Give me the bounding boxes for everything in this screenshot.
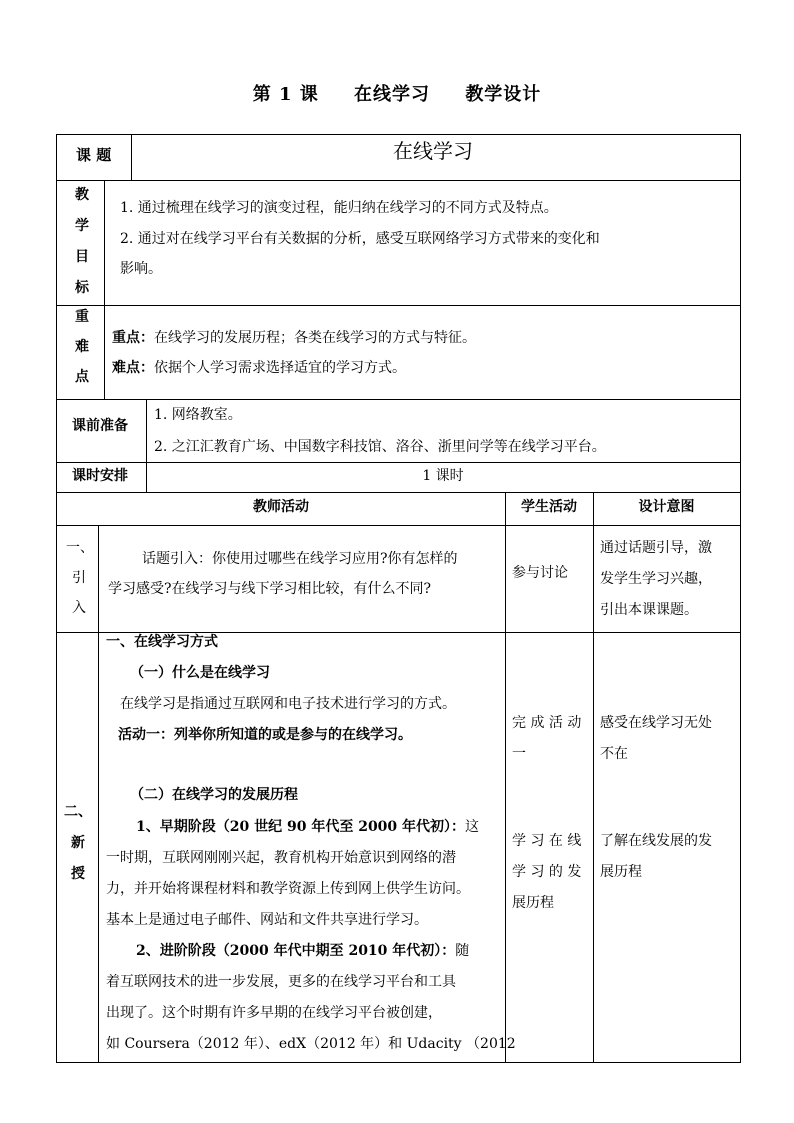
section2-activity-1: 活动一：列举你所知道的或是参与的在线学习。 [118,727,412,743]
section2-definition: 在线学习是指通过互联网和电子技术进行学习的方式。 [120,696,456,712]
section2-student-1b: 一 [512,746,526,762]
section2-intent-1a: 感受在线学习无处 [600,715,712,731]
section1-intent-2: 发学生学习兴趣， [600,571,712,587]
header-design-intent: 设计意图 [638,499,695,515]
objective-2-cont: 影响。 [120,261,162,277]
objectives-label: 教 学 目 标 [75,187,89,296]
objective-2: 2. 通过对在线学习平台有关数据的分析，感受互联网络学习方式带来的变化和 [120,231,600,247]
section1-label: 一、 引 入 [66,540,94,616]
preparation-label: 课前准备 [72,418,128,434]
section1-teacher-line2: 学习感受?在线学习与线下学习相比较，有什么不同? [108,581,432,597]
title-doc-type: 教学设计 [465,84,542,105]
stage1-line3: 力，并开始将课程材料和教学资源上传到网上供学生访问。 [106,881,470,897]
key-point: 重点：在线学习的发展历程；各类在线学习的方式与特征。 [112,330,476,346]
title-lesson-number: 第 1 课 [252,84,319,105]
stage2-line2: 着互联网技术的进一步发展，更多的在线学习平台和工具 [106,974,456,990]
section1-intent-3: 引出本课课题。 [600,602,698,618]
preparation-1: 1. 网络教室。 [154,407,242,423]
header-teacher-activity: 教师活动 [253,499,309,515]
section2-student-2c: 展历程 [512,895,554,911]
section2-heading-1: 一、在线学习方式 [106,634,218,650]
section2-intent-2b: 展历程 [600,864,642,880]
section2-intent-1b: 不在 [600,746,628,762]
subject-label: 课 题 [76,146,112,164]
schedule-value: 1 课时 [422,468,464,484]
header-student-activity: 学生活动 [521,499,577,515]
stage1-line1: 1、早期阶段（20 世纪 90 年代至 2000 年代初）：这 [136,819,480,835]
section2-heading-2: （一）什么是在线学习 [130,665,270,681]
section1-intent-1: 通过话题引导，激 [600,540,712,556]
section1-student: 参与讨论 [512,565,568,581]
schedule-label: 课时安排 [72,468,128,484]
section2-label: 二、 新 授 [64,804,92,882]
preparation-2: 2. 之江汇教育广场、中国数字科技馆、洛谷、浙里问学等在线学习平台。 [154,439,606,455]
section2-student-1a: 完 成 活 动 [512,715,582,731]
stage2-line4: 如 Coursera（2012 年）、edX（2012 年）和 Udacity （2012 [106,1036,516,1052]
section2-student-2b: 学 习 的 发 [512,864,582,880]
key-points-label: 重 难 点 [75,309,89,385]
stage1-line4: 基本上是通过电子邮件、网站和文件共享进行学习。 [106,912,428,928]
objective-1: 1. 通过梳理在线学习的演变过程，能归纳在线学习的不同方式及特点。 [120,200,558,216]
document-title [0,80,794,106]
subject-value: 在线学习 [393,139,473,163]
stage2-line1: 2、进阶阶段（2000 年代中期至 2010 年代初）：随 [136,943,470,959]
section2-intent-2a: 了解在线发展的发 [600,833,712,849]
stage1-line2: 一时期，互联网刚刚兴起，教育机构开始意识到网络的潜 [106,850,456,866]
section2-heading-3: （二）在线学习的发展历程 [130,787,298,803]
title-lesson-name: 在线学习 [354,84,431,105]
section1-teacher-line1: 话题引入：你使用过哪些在线学习应用?你有怎样的 [142,551,458,567]
section2-student-2a: 学 习 在 线 [512,833,582,849]
difficult-point: 难点：依据个人学习需求选择适宜的学习方式。 [112,360,406,376]
stage2-line3: 出现了。这个时期有许多早期的在线学习平台被创建， [106,1005,442,1021]
